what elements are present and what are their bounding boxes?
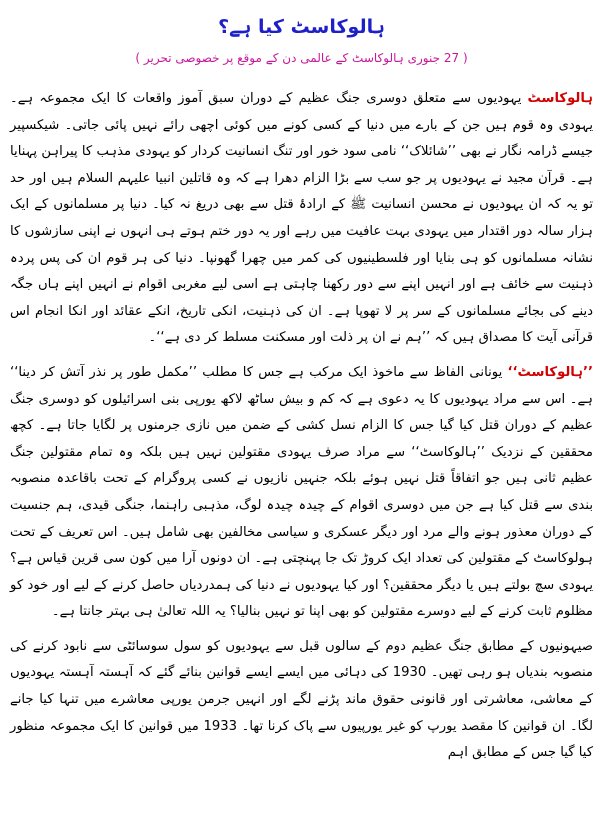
highlight-holocaust-quoted: ’’ہالوکاسٹ‘‘ [507, 364, 593, 380]
paragraph-3 [10, 634, 593, 767]
paragraph-1-text: یہودیوں سے متعلق دوسری جنگ عظیم کے دوران سبق آموز واقعات کا ایک مجموعہ ہے۔ یہودی وہ قوم ہیں جن کے بارے میں دنیا کے کسی کونے میں کوئی اچھی رائے نہیں پائی جاتی۔ شیکسپیر جیسے ڈرامہ نگار نے بھی ’’شائلاک‘‘ نامی سود خور اور تنگ انسانیت کردار کو یہودی مذہب کا پیراہن پہنایا ہے۔ قرآن مجید نے یہودیوں پر جو سب سے بڑا الزام دھرا ہے کہ وہ قاتلین انبیا علیہم السلام ہیں اور حد تو یہ کہ ان یہودیوں نے محسن انسانیت ﷺ کے ارادۂ قتل سے بھی دریغ نہ کیا۔ دنیا پر مسلمانوں کے ایک ہزار سالہ دور اقتدار میں یہودی بہت عافیت میں رہے اور یہ دور ختم ہوتے ہی انہوں نے اپنی سازشوں کا نشانہ مسلمانوں کو ہی بنایا اور فلسطینیوں کی کمر میں چھرا گھونپا۔ دنیا کی ہر قوم ان کی پس پردہ ذہنیت سے خائف ہے اور انہیں اپنے سے دور رکھنا چاہتی ہے اسی لیے مغربی اقوام نے انہیں اپنے ہاں جگہ دینے کی بجائے مسلمانوں کے سر پر لا تھوپا ہے۔ ان کی ذہنیت، انکی تاریخ، انکے عقائد اور انکا انجام اس قرآنی آیت کا مصداق ہیں کہ ’’ہم نے ان پر ذلت اور مسکنت مسلط کر دی ہے‘‘۔ [10, 91, 593, 346]
paragraph-3-text: صیہونیوں کے مطابق جنگ عظیم دوم کے سالوں قبل سے یہودیوں کو سول سوسائٹی سے نابود کرنے کی منصوبہ بندیاں ہو رہی تھیں۔ 1930 کی دہائی میں ایسے ایسے قوانین بنائے گئے کہ آہستہ آہستہ یہودیوں کے معاشی، معاشرتی اور قانونی حقوق ماند پڑنے لگے اور انہیں جرمن یورپی معاشرے میں تنہا کیا جانے لگا۔ ان قوانین کا مقصد یورپ کو غیر یورپیوں سے پاک کرنا تھا۔ 1933 میں قوانین کا ایک مجموعہ منظور کیا گیا جس کے مطابق اہم [10, 638, 593, 761]
article-title: ہالوکاسٹ کیا ہے؟ [218, 16, 385, 38]
paragraph-1 [10, 86, 593, 352]
article-subtitle: ( 27 جنوری ہالوکاسٹ کے عالمی دن کے موقع پر خصوصی تحریر ) [135, 51, 468, 65]
highlight-holocaust: ہالوکاسٹ [527, 91, 593, 106]
paragraph-2-text: یونانی الفاظ سے ماخوذ ایک مرکب ہے جس کا مطلب ’’مکمل طور پر نذر آتش کر دینا‘‘ ہے۔ اس سے مراد یہودیوں کا یہ دعوی ہے کہ کم و بیش ساٹھ لاکھ یورپی بنی اسرائیلوں کو دوسری جنگ عظیم کے دوران قتل کیا گیا جس کا الزام نسل کشی کے ضمن میں نازی جرمنوں پر لگایا جاتا ہے۔ کچھ محققین کے نزدیک ’’ہالوکاسٹ‘‘ سے مراد صرف یہودی مقتولین نہیں ہیں بلکہ وہ تمام مقتولین جنگ عظیم ثانی ہیں جو اتفاقاً قتل نہیں ہوئے بلکہ جنہیں نازیوں نے کسی پروگرام کے تحت باقاعدہ منصوبہ بندی سے قتل کیا ہے جن میں دوسری اقوام کے چیدہ چیدہ لوگ، مذہبی راہنما، جنگی قیدی، ہم جنسیت کے دوران معذور ہونے والے مرد اور دیگر عسکری و سیاسی مخالفین بھی شامل ہیں۔ اس تعریف کے تحت ہولوکاسٹ کے مقتولین کی تعداد ایک کروڑ تک جا پہنچتی ہے۔ ان دونوں آرا میں کون سی قرین قیاس ہے؟ یہودی سچ بولتے ہیں یا دیگر محققین؟ اور کیا یہودیوں نے دنیا کی ہمدردیاں حاصل کرنے کے لیے اور خود کو مظلوم ثابت کرنے کے لیے دوسرے مقتولین کو بھی اپنا تو نہیں بنالیا؟ یہ اللہ تعالیٰ ہی بہتر جانتا ہے۔ [10, 364, 593, 620]
paragraph-2 [10, 360, 593, 626]
